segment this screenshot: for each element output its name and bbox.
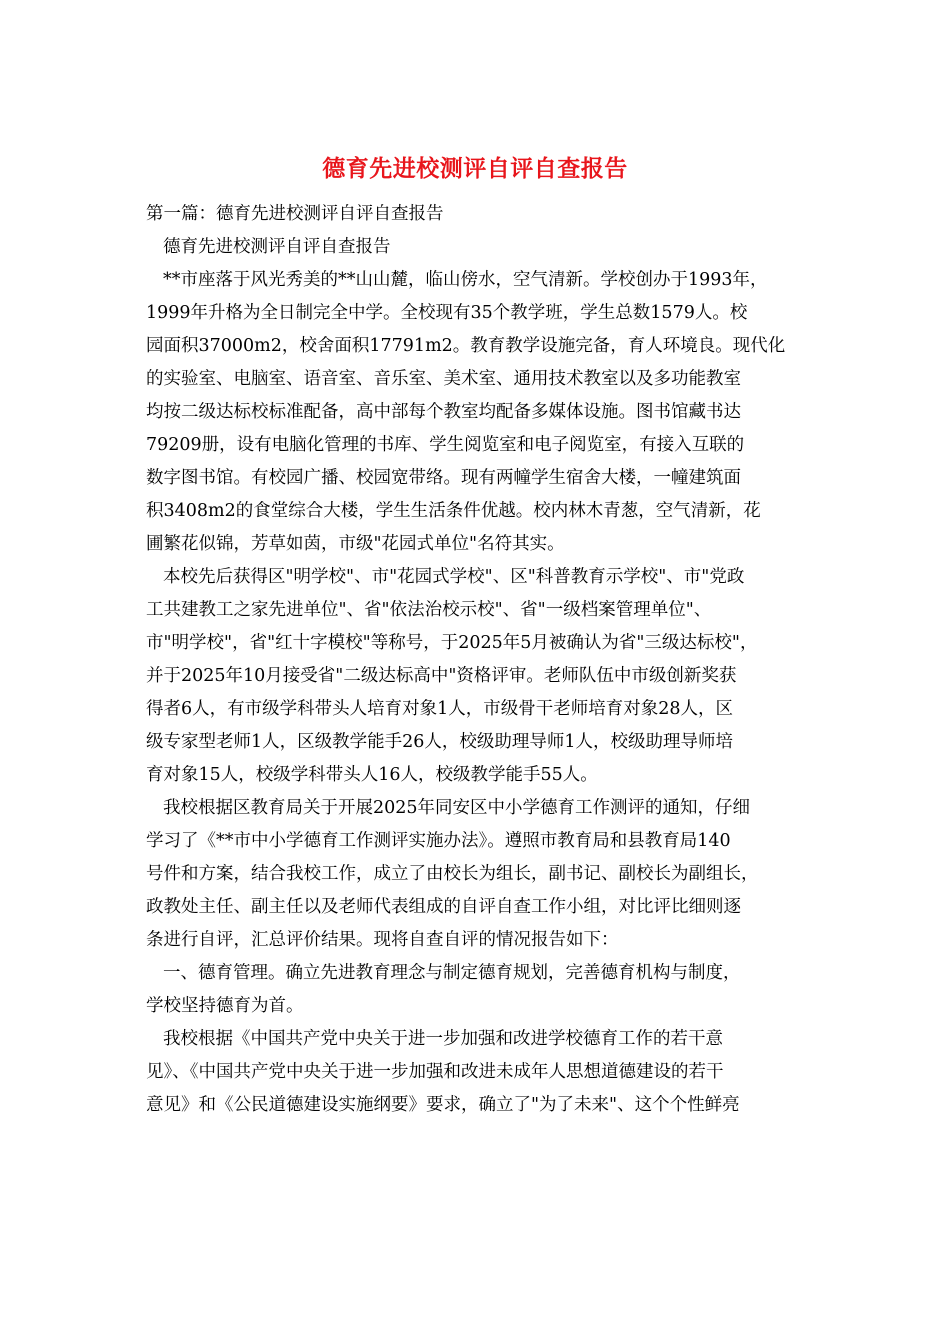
text-line: 德育先进校测评自评自查报告 bbox=[163, 237, 391, 257]
text-line: 一、德育管理。确立先进教育理念与制定德育规划，完善德育机构与制度， bbox=[163, 963, 741, 983]
text-line: 园面积37000m2，校舍面积17791m2。教育教学设施完备，育人环境良。现代化 bbox=[146, 336, 786, 356]
text-line: 条进行自评，汇总评价结果。现将自查自评的情况报告如下： bbox=[146, 930, 619, 950]
text-line: 并于2025年10月接受省"二级达标高中"资格评审。老师队伍中市级创新奖获 bbox=[146, 666, 737, 686]
text-line: 第一篇：德育先进校测评自评自查报告 bbox=[146, 204, 444, 224]
text-line: 数字图书馆。有校园广播、校园宽带络。现有两幢学生宿舍大楼，一幢建筑面 bbox=[146, 468, 741, 488]
text-line: 政教处主任、副主任以及老师代表组成的自评自查工作小组，对比评比细则逐 bbox=[146, 897, 741, 917]
text-line: 均按二级达标校标准配备，高中部每个教室均配备多媒体设施。图书馆藏书达 bbox=[146, 402, 741, 422]
text-line: 市"明学校"，省"红十字模校"等称号，于2025年5月被确认为省"三级达标校"， bbox=[146, 633, 758, 653]
text-line: 意见》和《公民道德建设实施纲要》要求，确立了"为了未来"、这个个性鲜亮 bbox=[146, 1095, 740, 1115]
document-body bbox=[146, 198, 814, 1122]
text-line: 见》、《中国共产党中央关于进一步加强和改进未成年人思想道德建设的若干 bbox=[146, 1062, 724, 1082]
text-line: 得者6人，有市级学科带头人培育对象1人，市级骨干老师培育对象28人，区 bbox=[146, 699, 734, 719]
document-title: 德育先进校测评自评自查报告 bbox=[322, 155, 628, 182]
text-line: 积3408m2的食堂综合大楼，学生生活条件优越。校内林木青葱，空气清新，花 bbox=[146, 501, 761, 521]
text-line: 79209册，设有电脑化管理的书库、学生阅览室和电子阅览室，有接入互联的 bbox=[146, 435, 745, 455]
text-line: **市座落于风光秀美的**山山麓，临山傍水，空气清新。学校创办于1993年， bbox=[163, 270, 768, 290]
text-line: 学校坚持德育为首。 bbox=[146, 996, 304, 1016]
text-line: 我校根据《中国共产党中央关于进一步加强和改进学校德育工作的若干意 bbox=[163, 1029, 723, 1049]
text-line: 工共建教工之家先进单位"、省"依法治校示校"、省"一级档案管理单位"、 bbox=[146, 600, 712, 620]
text-line: 学习了《**市中小学德育工作测评实施办法》。遵照市教育局和县教育局140 bbox=[146, 831, 731, 851]
text-line: 级专家型老师1人，区级教学能手26人，校级助理导师1人，校级助理导师培 bbox=[146, 732, 734, 752]
text-line: 圃繁花似锦，芳草如茵，市级"花园式单位"名符其实。 bbox=[146, 534, 565, 554]
text-line: 本校先后获得区"明学校"、市"花园式学校"、区"科普教育示学校"、市"党政 bbox=[163, 567, 745, 587]
text-line: 的实验室、电脑室、语音室、音乐室、美术室、通用技术教室以及多功能教室 bbox=[146, 369, 741, 389]
text-line: 我校根据区教育局关于开展2025年同安区中小学德育工作测评的通知，仔细 bbox=[163, 798, 751, 818]
text-line: 1999年升格为全日制完全中学。全校现有35个教学班，学生总数1579人。校 bbox=[146, 303, 748, 323]
text-line: 育对象15人，校级学科带头人16人，校级教学能手55人。 bbox=[146, 765, 598, 785]
text-line: 号件和方案，结合我校工作，成立了由校长为组长，副书记、副校长为副组长， bbox=[146, 864, 759, 884]
